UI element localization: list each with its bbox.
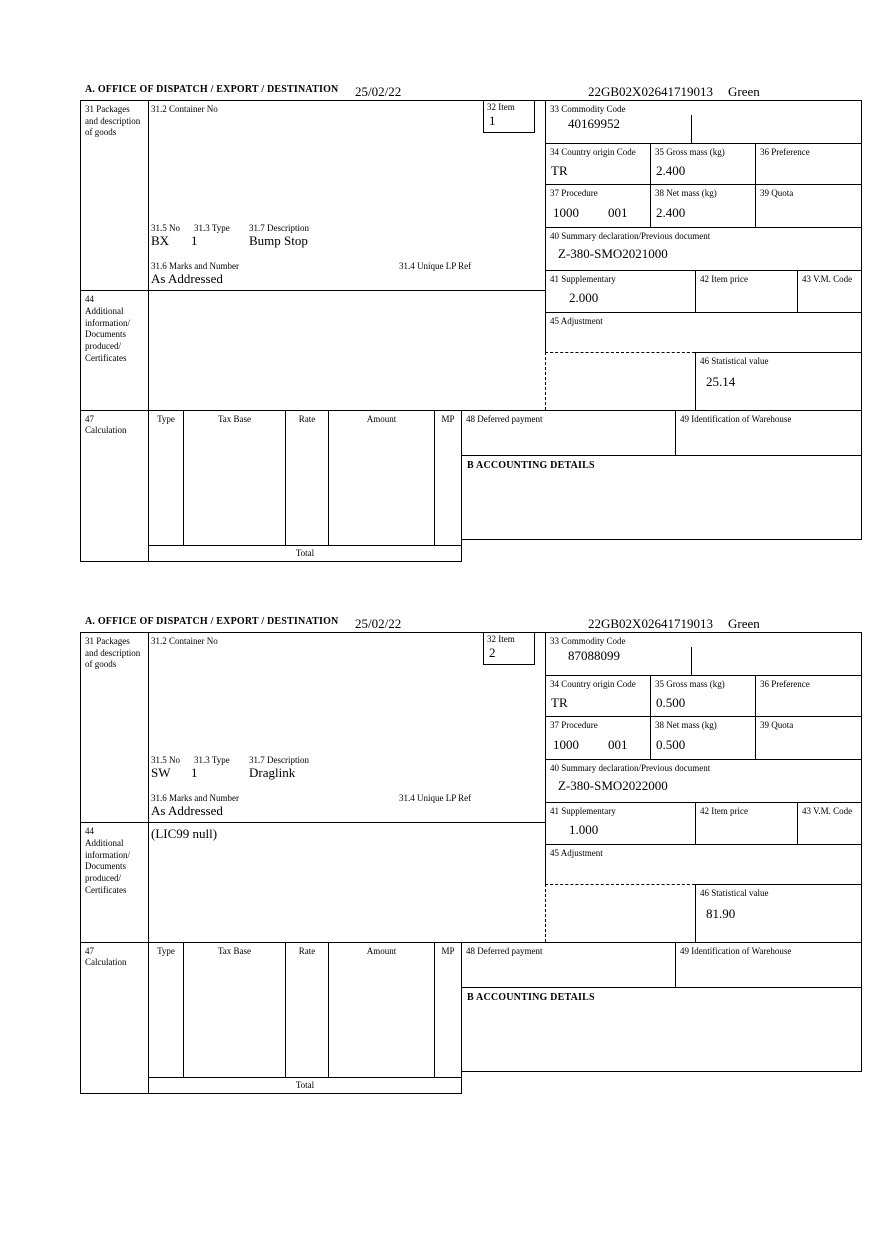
box-47-side-cell xyxy=(80,942,148,1094)
box-44-label: Additional information/ Documents produced/ Certificates xyxy=(85,838,130,895)
country-origin-value: TR xyxy=(551,163,568,178)
additional-information-value: (LIC99 null) xyxy=(151,826,218,841)
box-36-label: 36 Preference xyxy=(760,679,810,689)
box-37-procedure-cell xyxy=(545,716,650,759)
supplementary-units-value: 1.000 xyxy=(569,822,599,837)
box-48-deferred-payment-cell xyxy=(462,410,675,455)
supplementary-units-value: 2.000 xyxy=(569,290,599,305)
box-34-label: 34 Country origin Code xyxy=(550,679,636,689)
calc-col-mp-header: MP xyxy=(441,946,455,956)
calc-col-mp xyxy=(434,410,462,545)
package-description-label: 31.7 Description xyxy=(249,755,309,765)
declaration-reference: 22GB02X02641719013 xyxy=(588,84,713,99)
box-32-item-cell xyxy=(483,100,535,133)
commodity-code-divider-tick xyxy=(691,647,692,675)
box-35-label: 35 Gross mass (kg) xyxy=(655,147,725,157)
accounting-details-label: B ACCOUNTING DETAILS xyxy=(467,460,595,471)
box-37-procedure-cell xyxy=(545,184,650,227)
box-47-label: Calculation xyxy=(85,425,127,435)
package-type-value: 1 xyxy=(191,765,198,780)
box-43-label: 43 V.M. Code xyxy=(802,274,853,284)
calc-col-type xyxy=(148,410,183,545)
box-42-item-price-cell xyxy=(695,270,797,312)
box-36-label: 36 Preference xyxy=(760,147,810,157)
box-37-label: 37 Procedure xyxy=(550,720,598,730)
box-33-label: 33 Commodity Code xyxy=(550,104,626,114)
country-origin-value: TR xyxy=(551,695,568,710)
office-of-dispatch-label: A. OFFICE OF DISPATCH / EXPORT / DESTINATION xyxy=(85,616,339,627)
box-31-label: 31 Packages and description of goods xyxy=(85,636,141,670)
net-mass-value: 0.500 xyxy=(656,737,686,752)
box-48-label: 48 Deferred payment xyxy=(466,414,543,424)
box-46-statistical-value-cell xyxy=(695,884,862,942)
declaration-item-block-1 xyxy=(80,81,862,562)
box-38-label: 38 Net mass (kg) xyxy=(655,720,717,730)
box-40-label: 40 Summary declaration/Previous document xyxy=(550,763,711,773)
statistical-value: 25.14 xyxy=(706,374,736,389)
box-47-label: Calculation xyxy=(85,957,127,967)
calc-col-tax-base-header: Tax Base xyxy=(217,946,252,956)
box-47-number: 47 xyxy=(85,414,94,424)
calc-total-row xyxy=(148,545,462,562)
package-no-label: 31.5 No xyxy=(151,755,180,765)
calc-col-type xyxy=(148,942,183,1077)
box-37-label: 37 Procedure xyxy=(550,188,598,198)
box-49-warehouse-cell xyxy=(675,942,862,987)
accounting-details-cell xyxy=(462,455,862,540)
marks-number-label: 31.6 Marks and Number xyxy=(151,261,239,271)
header-row xyxy=(80,81,862,100)
box-49-label: 49 Identification of Warehouse xyxy=(680,946,792,956)
box-34-label: 34 Country origin Code xyxy=(550,147,636,157)
box-45-adjustment-cell xyxy=(545,312,862,352)
unique-lp-ref-label: 31.4 Unique LP Ref xyxy=(399,793,472,803)
calc-col-rate-header: Rate xyxy=(298,414,316,424)
box-41-supplementary-cell xyxy=(545,802,695,844)
box-34-country-origin-cell xyxy=(545,143,650,184)
box-45-label: 45 Adjustment xyxy=(550,316,603,326)
box-43-vm-code-cell xyxy=(797,270,862,312)
box-49-warehouse-cell xyxy=(675,410,862,455)
office-of-dispatch-label: A. OFFICE OF DISPATCH / EXPORT / DESTINATION xyxy=(85,84,339,95)
package-no-value: BX xyxy=(151,233,170,248)
calc-col-tax-base xyxy=(183,410,285,545)
dashed-spacer-cell xyxy=(545,352,695,410)
box-48-label: 48 Deferred payment xyxy=(466,946,543,956)
accounting-details-cell xyxy=(462,987,862,1072)
commodity-code-value: 87088099 xyxy=(568,648,620,663)
declaration-date: 25/02/22 xyxy=(355,616,402,631)
container-no-label: 31.2 Container No xyxy=(151,104,218,114)
box-33-commodity-code-cell xyxy=(545,632,862,675)
calc-col-amount-header: Amount xyxy=(366,414,397,424)
box-38-net-mass-cell xyxy=(650,184,755,227)
calc-col-amount xyxy=(328,410,434,545)
item-sheet xyxy=(80,100,862,562)
header-row xyxy=(80,613,862,632)
box-42-label: 42 Item price xyxy=(700,806,748,816)
package-description-value: Draglink xyxy=(249,765,296,780)
box-42-item-price-cell xyxy=(695,802,797,844)
container-no-label: 31.2 Container No xyxy=(151,636,218,646)
box-49-label: 49 Identification of Warehouse xyxy=(680,414,792,424)
routing-status: Green xyxy=(728,84,760,99)
marks-number-value: As Addressed xyxy=(151,803,223,818)
box-44-content-area xyxy=(148,290,545,410)
package-type-value: 1 xyxy=(191,233,198,248)
procedure-code-extension: 001 xyxy=(608,205,628,220)
marks-number-value: As Addressed xyxy=(151,271,223,286)
calc-col-type-header: Type xyxy=(157,414,175,424)
package-no-value: SW xyxy=(151,765,171,780)
declaration-reference: 22GB02X02641719013 xyxy=(588,616,713,631)
box-44-label: Additional information/ Documents produced/ Certificates xyxy=(85,306,130,363)
box-32-label: 32 Item xyxy=(487,102,515,112)
commodity-code-value: 40169952 xyxy=(568,116,620,131)
box-32-item-cell xyxy=(483,632,535,665)
unique-lp-ref-label: 31.4 Unique LP Ref xyxy=(399,261,472,271)
calc-col-rate xyxy=(285,410,328,545)
box-39-quota-cell xyxy=(755,184,862,227)
box-46-label: 46 Statistical value xyxy=(700,356,769,366)
procedure-code-value: 1000 xyxy=(553,205,579,220)
routing-status: Green xyxy=(728,616,760,631)
net-mass-value: 2.400 xyxy=(656,205,686,220)
box-42-label: 42 Item price xyxy=(700,274,748,284)
box-32-label: 32 Item xyxy=(487,634,515,644)
calc-col-rate-header: Rate xyxy=(298,946,316,956)
item-number-value: 1 xyxy=(489,113,496,128)
item-sheet xyxy=(80,632,862,1094)
calc-col-amount-header: Amount xyxy=(366,946,397,956)
declaration-date: 25/02/22 xyxy=(355,84,402,99)
box-33-label: 33 Commodity Code xyxy=(550,636,626,646)
box-43-label: 43 V.M. Code xyxy=(802,806,853,816)
statistical-value: 81.90 xyxy=(706,906,736,921)
accounting-details-label: B ACCOUNTING DETAILS xyxy=(467,992,595,1003)
box-36-preference-cell xyxy=(755,675,862,716)
box-33-commodity-code-cell xyxy=(545,100,862,143)
procedure-code-value: 1000 xyxy=(553,737,579,752)
box-48-deferred-payment-cell xyxy=(462,942,675,987)
box-41-supplementary-cell xyxy=(545,270,695,312)
box-44-side-cell xyxy=(80,822,148,942)
commodity-code-divider-tick xyxy=(691,115,692,143)
box-41-label: 41 Supplementary xyxy=(550,806,616,816)
calc-col-amount xyxy=(328,942,434,1077)
calc-col-tax-base-header: Tax Base xyxy=(217,414,252,424)
item-number-value: 2 xyxy=(489,645,496,660)
box-44-number: 44 xyxy=(85,294,94,304)
box-38-net-mass-cell xyxy=(650,716,755,759)
previous-document-value: Z-380-SMO2022000 xyxy=(558,778,668,793)
dashed-spacer-cell xyxy=(545,884,695,942)
marks-number-label: 31.6 Marks and Number xyxy=(151,793,239,803)
box-40-label: 40 Summary declaration/Previous document xyxy=(550,231,711,241)
calc-col-rate xyxy=(285,942,328,1077)
package-type-label: 31.3 Type xyxy=(194,223,230,233)
box-43-vm-code-cell xyxy=(797,802,862,844)
box-35-gross-mass-cell xyxy=(650,143,755,184)
calc-col-type-header: Type xyxy=(157,946,175,956)
box-46-statistical-value-cell xyxy=(695,352,862,410)
box-35-label: 35 Gross mass (kg) xyxy=(655,679,725,689)
box-31-side-cell xyxy=(80,100,148,290)
package-type-label: 31.3 Type xyxy=(194,755,230,765)
box-39-quota-cell xyxy=(755,716,862,759)
box-41-label: 41 Supplementary xyxy=(550,274,616,284)
box-31-label: 31 Packages and description of goods xyxy=(85,104,141,138)
box-47-number: 47 xyxy=(85,946,94,956)
box-44-content-area xyxy=(148,822,545,942)
box-40-summary-declaration-cell xyxy=(545,759,862,802)
box-40-summary-declaration-cell xyxy=(545,227,862,270)
box-47-side-cell xyxy=(80,410,148,562)
calc-total-label: Total xyxy=(295,548,315,558)
gross-mass-value: 0.500 xyxy=(656,695,686,710)
calc-col-mp-header: MP xyxy=(441,414,455,424)
box-44-side-cell xyxy=(80,290,148,410)
box-39-label: 39 Quota xyxy=(760,188,794,198)
declaration-item-block-2 xyxy=(80,613,862,1094)
calc-col-tax-base xyxy=(183,942,285,1077)
previous-document-value: Z-380-SMO2021000 xyxy=(558,246,668,261)
box-45-label: 45 Adjustment xyxy=(550,848,603,858)
box-35-gross-mass-cell xyxy=(650,675,755,716)
calc-col-mp xyxy=(434,942,462,1077)
gross-mass-value: 2.400 xyxy=(656,163,686,178)
procedure-code-extension: 001 xyxy=(608,737,628,752)
box-31-side-cell xyxy=(80,632,148,822)
package-description-label: 31.7 Description xyxy=(249,223,309,233)
calc-total-row xyxy=(148,1077,462,1094)
box-44-number: 44 xyxy=(85,826,94,836)
box-45-adjustment-cell xyxy=(545,844,862,884)
box-34-country-origin-cell xyxy=(545,675,650,716)
calc-total-label: Total xyxy=(295,1080,315,1090)
package-description-value: Bump Stop xyxy=(249,233,308,248)
box-36-preference-cell xyxy=(755,143,862,184)
box-39-label: 39 Quota xyxy=(760,720,794,730)
package-no-label: 31.5 No xyxy=(151,223,180,233)
box-38-label: 38 Net mass (kg) xyxy=(655,188,717,198)
box-46-label: 46 Statistical value xyxy=(700,888,769,898)
